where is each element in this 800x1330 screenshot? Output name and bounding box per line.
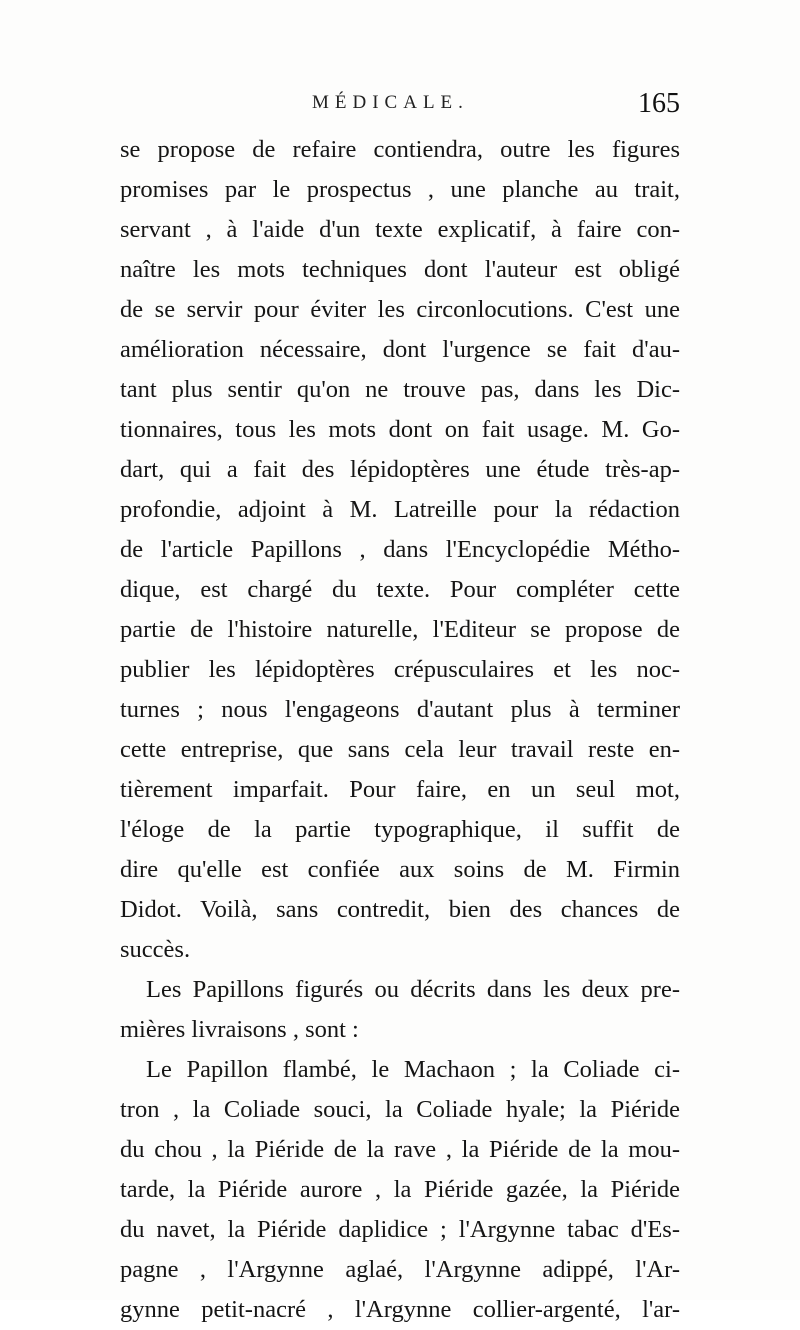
text-line: du chou , la Piéride de la rave , la Piéride de la mou-	[120, 1136, 680, 1163]
text-line: se propose de refaire contiendra, outre les figures	[120, 136, 680, 163]
text-line: tionnaires, tous les mots dont on fait usage. M. Go-	[120, 416, 680, 443]
text-line: tièrement imparfait. Pour faire, en un seul mot,	[120, 776, 680, 803]
text-line: dart, qui a fait des lépidoptères une étude très-ap-	[120, 456, 680, 483]
text-line: Le Papillon flambé, le Machaon ; la Coliade ci-	[146, 1056, 680, 1083]
text-line: tarde, la Piéride aurore , la Piéride gazée, la Piéride	[120, 1176, 680, 1203]
text-line: servant , à l'aide d'un texte explicatif, à faire con-	[120, 216, 680, 243]
text-line: Didot. Voilà, sans contredit, bien des chances de	[120, 896, 680, 923]
page-number: 165	[638, 88, 680, 119]
running-title: MÉDICALE.	[312, 92, 469, 113]
text-line: succès.	[120, 936, 191, 963]
text-line: de se servir pour éviter les circonlocutions. C'est une	[120, 296, 680, 323]
body-text	[120, 130, 680, 1330]
text-line: promises par le prospectus , une planche au trait,	[120, 176, 680, 203]
text-line: mières livraisons , sont :	[120, 1016, 359, 1043]
text-line: de l'article Papillons , dans l'Encyclopédie Métho-	[120, 536, 680, 563]
text-line: turnes ; nous l'engageons d'autant plus à terminer	[120, 696, 680, 723]
text-line: tant plus sentir qu'on ne trouve pas, dans les Dic-	[120, 376, 680, 403]
text-line: l'éloge de la partie typographique, il suffit de	[120, 816, 680, 843]
text-line: dire qu'elle est confiée aux soins de M. Firmin	[120, 856, 680, 883]
text-line: profondie, adjoint à M. Latreille pour la rédaction	[120, 496, 680, 523]
text-line: tron , la Coliade souci, la Coliade hyale; la Piéride	[120, 1096, 680, 1123]
text-line: naître les mots techniques dont l'auteur est obligé	[120, 256, 680, 283]
text-line: Les Papillons figurés ou décrits dans les deux pre-	[146, 976, 680, 1003]
text-line: pagne , l'Argynne aglaé, l'Argynne adippé, l'Ar-	[120, 1256, 680, 1283]
text-line: amélioration nécessaire, dont l'urgence se fait d'au-	[120, 336, 680, 363]
text-line: publier les lépidoptères crépusculaires et les noc-	[120, 656, 680, 683]
text-line: dique, est chargé du texte. Pour compléter cette	[120, 576, 680, 603]
text-line: partie de l'histoire naturelle, l'Editeur se propose de	[120, 616, 680, 643]
running-header	[120, 88, 680, 122]
text-line: cette entreprise, que sans cela leur travail reste en-	[120, 736, 680, 763]
text-line: du navet, la Piéride daplidice ; l'Argynne tabac d'Es-	[120, 1216, 680, 1243]
text-line: gynne petit-nacré , l'Argynne collier-argenté, l'ar-	[120, 1296, 680, 1323]
